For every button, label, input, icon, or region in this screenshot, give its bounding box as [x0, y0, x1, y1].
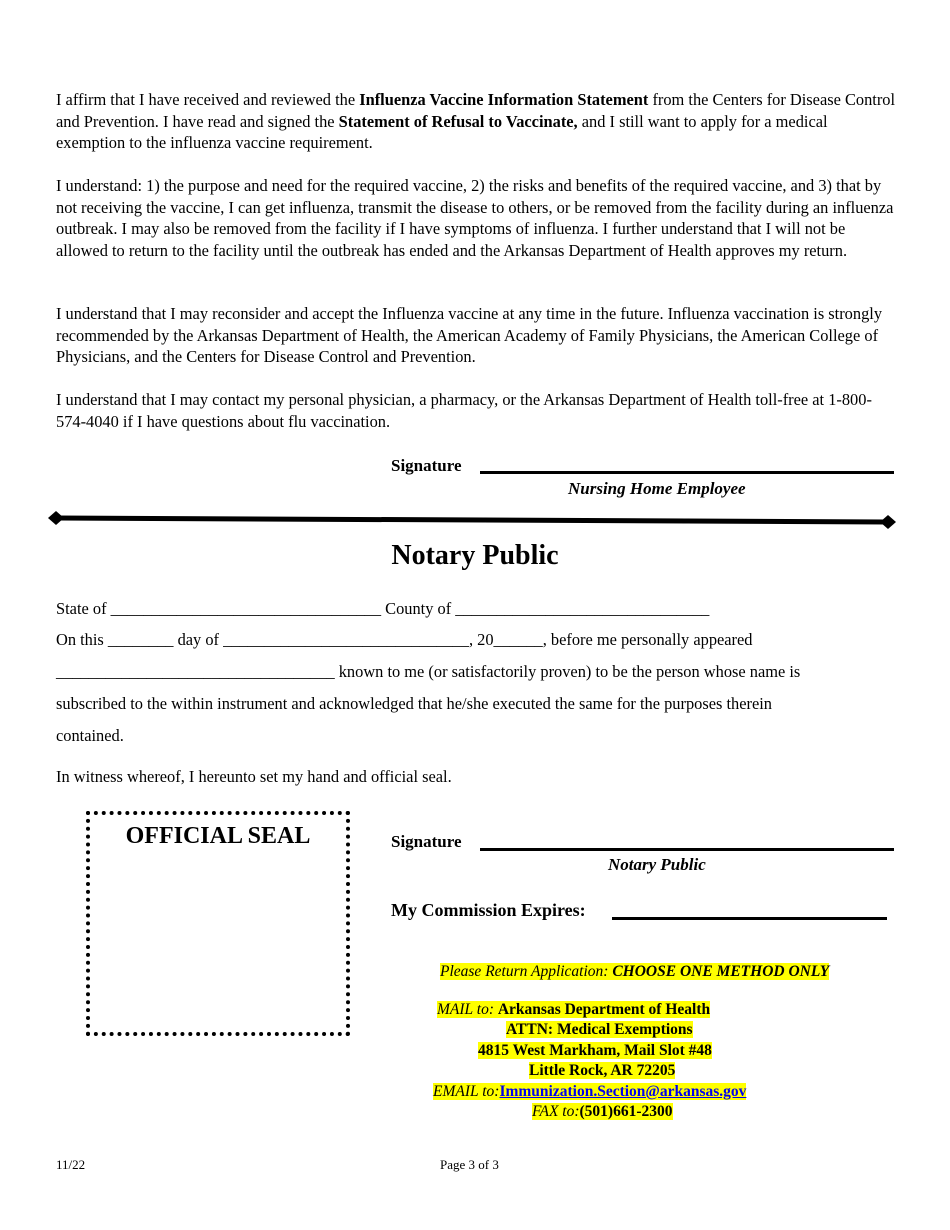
divider-right-diamond: [880, 515, 896, 529]
mail-city: Little Rock, AR 72205: [529, 1062, 676, 1079]
footer-date: 11/22: [56, 1157, 86, 1172]
affirmation-paragraph: [56, 89, 896, 154]
mail-recipient: Arkansas Department of Health: [497, 1001, 711, 1018]
mail-line-4: [529, 1061, 675, 1081]
notary-signature-line[interactable]: [480, 848, 894, 851]
acknowledgement-line: subscribed to the within instrument and acknowledged that he/she executed the same for the purposes therein: [56, 694, 772, 713]
date-appeared-line[interactable]: On this ________ day of ______________________________, 20______, before me personally appeared: [56, 630, 753, 649]
commission-expires-line[interactable]: [612, 917, 887, 920]
email-link[interactable]: Immunization.Section@arkansas.gov: [499, 1083, 747, 1100]
email-line: [433, 1082, 746, 1102]
commission-expires-label: My Commission Expires:: [391, 900, 586, 920]
return-heading-emphasis: CHOOSE ONE METHOD ONLY: [612, 963, 830, 980]
mail-line-3: [478, 1041, 712, 1061]
affirm-text-2: from the Centers for Disease Control and Prevention. I have read and signed the: [56, 90, 896, 131]
mail-prefix: MAIL to:: [437, 1001, 498, 1018]
section-divider: [46, 510, 898, 534]
fax-number: (501)661-2300: [579, 1103, 673, 1120]
employee-signature-label: Signature: [391, 456, 462, 475]
return-heading-prefix: Please Return Application:: [440, 963, 613, 980]
witness-statement: In witness whereof, I hereunto set my hand and official seal.: [56, 767, 452, 786]
understanding-paragraph-1: I understand: 1) the purpose and need for the required vaccine, 2) the risks and benefits of the required vaccine, and 3) that by not receiving the vaccine, I can get influenza, transmit the disease to others, or be removed from the facility during an influenza outbreak. I may also be removed from the facility if I have symptoms of influenza. I further understand that I will not be allowed to return to the facility until the outbreak has ended and the Arkansas Department of Health approves my return.: [56, 176, 894, 260]
mail-street: 4815 West Markham, Mail Slot #48: [478, 1042, 712, 1059]
state-county-line[interactable]: State of _________________________________ County of _______________________________: [56, 599, 710, 618]
understanding-paragraph-3: I understand that I may contact my personal physician, a pharmacy, or the Arkansas Department of Health toll-free at 1-800-574-4040 if I have questions about flu vaccination.: [56, 390, 872, 431]
notary-title: Notary Public: [391, 540, 559, 571]
notary-signature-caption: Notary Public: [608, 855, 706, 874]
person-name-line[interactable]: __________________________________ known to me (or satisfactorily proven) to be the person whose name is: [56, 662, 801, 681]
contained-line: contained.: [56, 726, 124, 745]
affirm-text-1: I affirm that I have received and reviewed the: [56, 90, 360, 109]
official-seal-box: [86, 811, 350, 1036]
vis-title: Influenza Vaccine Information Statement: [359, 90, 649, 109]
employee-signature-line[interactable]: [480, 471, 894, 474]
return-heading: [440, 962, 829, 982]
divider-left-diamond: [48, 511, 64, 525]
official-seal-label: OFFICIAL SEAL: [125, 823, 311, 849]
notary-signature-label: Signature: [391, 832, 462, 851]
email-prefix: EMAIL to:: [433, 1083, 500, 1100]
refusal-statement-title: Statement of Refusal to Vaccinate,: [338, 111, 578, 131]
mail-attn: ATTN: Medical Exemptions: [506, 1021, 693, 1038]
mail-line-2: [506, 1020, 693, 1040]
page-number: Page 3 of 3: [440, 1157, 499, 1172]
affirm-text-3: and I still want to apply for a medical exemption to the influenza vaccine requirement.: [56, 111, 828, 152]
fax-prefix: FAX to:: [532, 1103, 580, 1120]
understanding-paragraph-2: I understand that I may reconsider and accept the Influenza vaccine at any time in the future. Influenza vaccination is strongly recommended by the Arkansas Department of Health, the American Academy of Family Physicians, the American College of Physicians, and the Centers for Disease Control and Prevention.: [56, 304, 883, 366]
employee-signature-caption: Nursing Home Employee: [568, 479, 746, 498]
mail-line-1: [437, 1000, 710, 1020]
fax-line: [532, 1102, 673, 1122]
